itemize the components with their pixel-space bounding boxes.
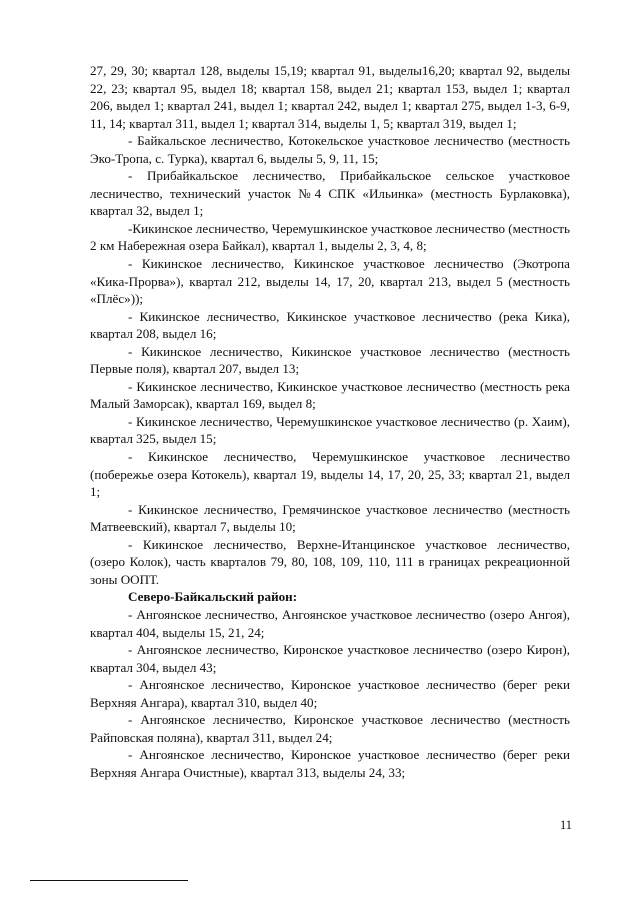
paragraph-list-item: - Кикинское лесничество, Черемушкинское участковое лесничество (р. Хаим), квартал 325, выдел 15; xyxy=(90,413,570,447)
section-heading: Северо-Байкальский район: xyxy=(128,589,298,605)
paragraph-list-item: - Кикинское лесничество, Верхне-Итанцинское участковое лесничество, (озеро Колок), часть кварталов 79, 80, 108, 109, 110, 111 в границах рекреационной зоны ООПТ. xyxy=(90,536,570,587)
paragraph-list-item: - Ангоянское лесничество, Киронское участковое лесничество (берег реки Верхняя Ангара), квартал 310, выдел 40; xyxy=(90,677,570,710)
paragraph-list-item: - Кикинское лесничество, Кикинское участковое лесничество (Экотропа «Кика-Прорва»), квартал 212, выделы 14, 17, 20, квартал 213, выдел 5 (местность «Плёс»)); xyxy=(90,256,570,307)
paragraph-list-item: - Кикинское лесничество, Черемушкинское участковое лесничество (побережье озера Котокель), квартал 19, выделы 14, 17, 20, 25, 33; квартал 21, выдел 1; xyxy=(90,449,570,500)
paragraph-list-item: - Байкальское лесничество, Котокельское участковое лесничество (местность Эко-Тропа, с. Турка), квартал 6, выделы 5, 9, 11, 15; xyxy=(90,133,570,166)
paragraph-list-item: - Кикинское лесничество, Кикинское участковое лесничество (местность Первые поля), квартал 207, выдел 13; xyxy=(90,343,570,377)
footnote-divider xyxy=(30,880,188,881)
paragraph-list-item: - Ангоянское лесничество, Ангоянское участковое лесничество (озеро Ангоя), квартал 404, выделы 15, 21, 24; xyxy=(90,606,570,640)
paragraph-list-item: - Кикинское лесничество, Кикинское участковое лесничество (река Кика), квартал 208, выдел 16; xyxy=(90,308,570,342)
page-number: 11 xyxy=(559,818,572,832)
paragraph-list-item: -Кикинское лесничество, Черемушкинское участковое лесничество (местность 2 км Набережная озера Байкал), квартал 1, выделы 2, 3, 4, 8; xyxy=(90,220,570,254)
paragraph-continuation: 27, 29, 30; квартал 128, выделы 15,19; квартал 91, выделы16,20; квартал 92, выделы 22, 23; квартал 95, выдел 18; квартал 158, выдел 21; квартал 153, выдел 1; квартал 206, выдел 1; квартал 241, выдел 1; квартал 242, выдел 1; квартал 275, выдел 1-3, 6-9, 11, 14; квартал 311, выдел 1; квартал 314, выделы 1, 5; квартал 319, выдел 1; xyxy=(90,63,570,131)
paragraph-list-item: - Кикинское лесничество, Гремячинское участковое лесничество (местность Матвеевский), квартал 7, выделы 10; xyxy=(90,501,570,535)
paragraph-list-item: - Ангоянское лесничество, Киронское участковое лесничество (озеро Кирон), квартал 304, выдел 43; xyxy=(90,642,570,675)
paragraph-list-item: - Ангоянское лесничество, Киронское участковое лесничество (берег реки Верхняя Ангара Очистные), квартал 313, выделы 24, 33; xyxy=(90,747,570,780)
paragraph-list-item: - Ангоянское лесничество, Киронское участковое лесничество (местность Райповская поляна), квартал 311, выдел 24; xyxy=(90,712,570,745)
paragraph-list-item: - Кикинское лесничество, Кикинское участковое лесничество (местность река Малый Заморсак), квартал 169, выдел 8; xyxy=(90,378,570,412)
document-body xyxy=(90,62,570,781)
paragraph-list-item: - Прибайкальское лесничество, Прибайкальское сельское участковое лесничество, технический участок №4 СПК «Ильинка» (местность Бурлаковка), квартал 32, выдел 1; xyxy=(90,168,570,219)
